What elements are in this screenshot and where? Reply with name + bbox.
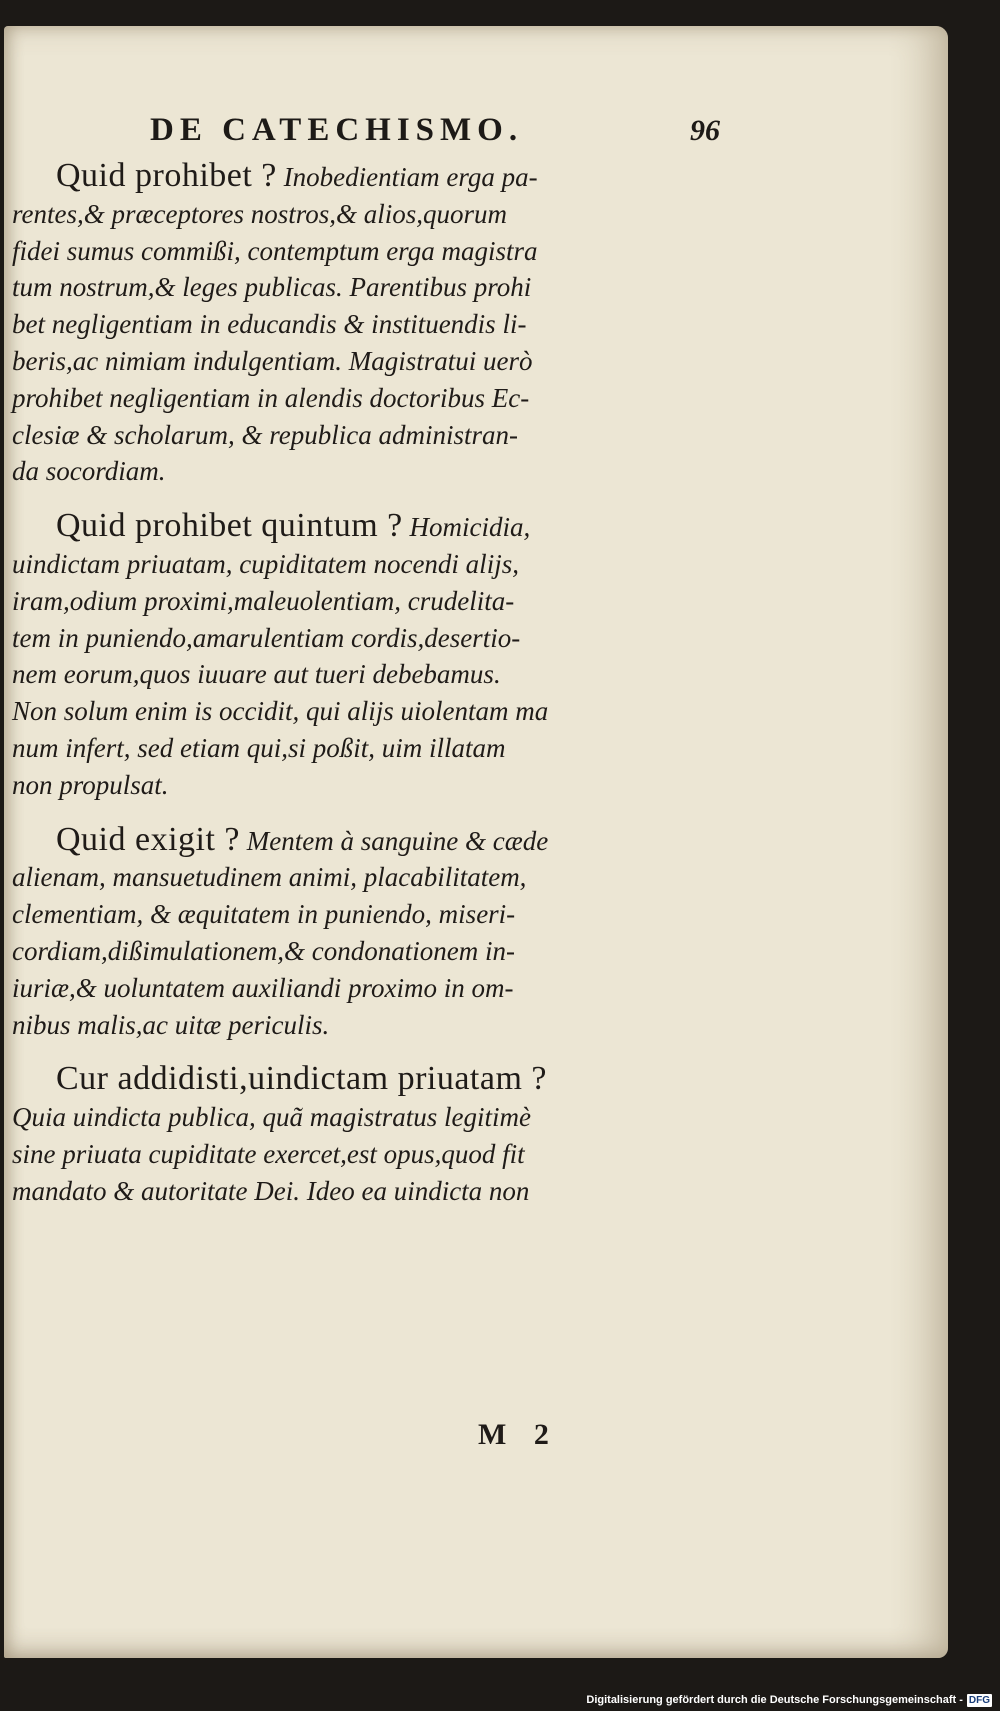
text-block bbox=[12, 158, 730, 1228]
text-line bbox=[12, 417, 730, 454]
line-text: Non solum enim is occidit, qui alijs uiolentam ma bbox=[12, 696, 549, 727]
line-text: Inobedientiam erga pa- bbox=[276, 162, 538, 192]
line-text: rentes,& præceptores nostros,& alios,quorum bbox=[12, 198, 508, 229]
text-line bbox=[12, 822, 730, 860]
text-line bbox=[12, 546, 730, 583]
paragraph bbox=[12, 1061, 730, 1209]
text-line bbox=[12, 158, 730, 196]
line-text: iram,odium proximi,maleuolentiam, crudelita- bbox=[12, 585, 515, 616]
line-text: Quia uindicta publica, quã magistratus legitimè bbox=[12, 1102, 531, 1133]
line-text: tum nostrum,& leges publicas. Parentibus prohi bbox=[12, 272, 532, 303]
text-line bbox=[12, 453, 730, 490]
text-line bbox=[12, 620, 730, 657]
page-header bbox=[150, 112, 720, 156]
line-text: tem in puniendo,amarulentiam cordis,desertio- bbox=[12, 622, 521, 653]
text-line bbox=[12, 306, 730, 343]
text-line bbox=[12, 656, 730, 693]
line-text: num infert, sed etiam qui,si poßit, uim illatam bbox=[12, 732, 506, 763]
text-line bbox=[12, 859, 730, 896]
line-text: fidei sumus commißi, contemptum erga magistra bbox=[12, 235, 538, 266]
footer-credit: Digitalisierung gefördert durch die Deutsche Forschungsgemeinschaft - bbox=[586, 1694, 963, 1706]
page-edge-shadow bbox=[888, 26, 948, 1658]
text-line bbox=[12, 1173, 730, 1210]
line-text: iuriæ,& uoluntatem auxiliandi proximo in om- bbox=[12, 972, 514, 1003]
line-text: mandato & autoritate Dei. Ideo ea uindicta non bbox=[12, 1175, 530, 1206]
text-line bbox=[12, 1007, 730, 1044]
paragraph bbox=[12, 158, 730, 490]
text-line bbox=[12, 896, 730, 933]
text-line bbox=[12, 767, 730, 804]
text-line bbox=[12, 933, 730, 970]
line-text: Mentem à sanguine & cæde bbox=[240, 825, 549, 856]
text-line bbox=[12, 583, 730, 620]
paragraph bbox=[12, 508, 730, 803]
text-line bbox=[12, 380, 730, 417]
line-text: uindictam priuatam, cupiditatem nocendi alijs, bbox=[12, 548, 519, 579]
text-line bbox=[12, 1099, 730, 1136]
dfg-logo-icon: DFG bbox=[968, 1694, 990, 1706]
text-line bbox=[12, 970, 730, 1007]
line-text: clementiam, & æquitatem in puniendo, miseri- bbox=[12, 899, 516, 930]
line-text: alienam, mansuetudinem animi, placabilitatem, bbox=[12, 862, 527, 893]
line-text: sine priuata cupiditate exercet,est opus,quod fit bbox=[12, 1138, 525, 1169]
line-text: Homicidia, bbox=[402, 512, 531, 543]
text-line bbox=[12, 196, 730, 233]
line-text: da socordiam. bbox=[12, 456, 166, 487]
line-text: prohibet negligentiam in alendis doctoribus Ec- bbox=[12, 382, 530, 413]
line-text: nibus malis,ac uitæ periculis. bbox=[12, 1009, 330, 1040]
question-lead: Quid exigit ? bbox=[56, 820, 241, 858]
running-head: DE CATECHISMO. bbox=[150, 112, 524, 148]
line-text: non propulsat. bbox=[12, 769, 169, 800]
text-line bbox=[12, 730, 730, 767]
question-lead: Cur addidisti,uindictam priuatam ? bbox=[56, 1060, 548, 1098]
line-text: nem eorum,quos iuuare aut tueri debebamus. bbox=[12, 659, 501, 690]
text-line bbox=[12, 693, 730, 730]
signature-mark: M 2 bbox=[478, 1418, 559, 1451]
paragraph bbox=[12, 822, 730, 1044]
text-line bbox=[12, 269, 730, 306]
text-line bbox=[12, 508, 730, 546]
text-line bbox=[12, 343, 730, 380]
line-text: beris,ac nimiam indulgentiam. Magistratui uerò bbox=[12, 345, 533, 376]
question-lead: Quid prohibet quintum ? bbox=[56, 507, 403, 545]
line-text: bet negligentiam in educandis & instituendis li- bbox=[12, 309, 527, 340]
line-text: clesiæ & scholarum, & republica administran- bbox=[12, 419, 518, 450]
text-line bbox=[12, 1136, 730, 1173]
line-text: cordiam,dißimulationem,& condonationem in- bbox=[12, 935, 515, 966]
digitization-footer bbox=[586, 1691, 992, 1709]
text-line bbox=[12, 233, 730, 270]
text-line bbox=[12, 1061, 730, 1099]
page-number: 96 bbox=[690, 114, 720, 147]
question-lead: Quid prohibet ? bbox=[56, 157, 277, 194]
